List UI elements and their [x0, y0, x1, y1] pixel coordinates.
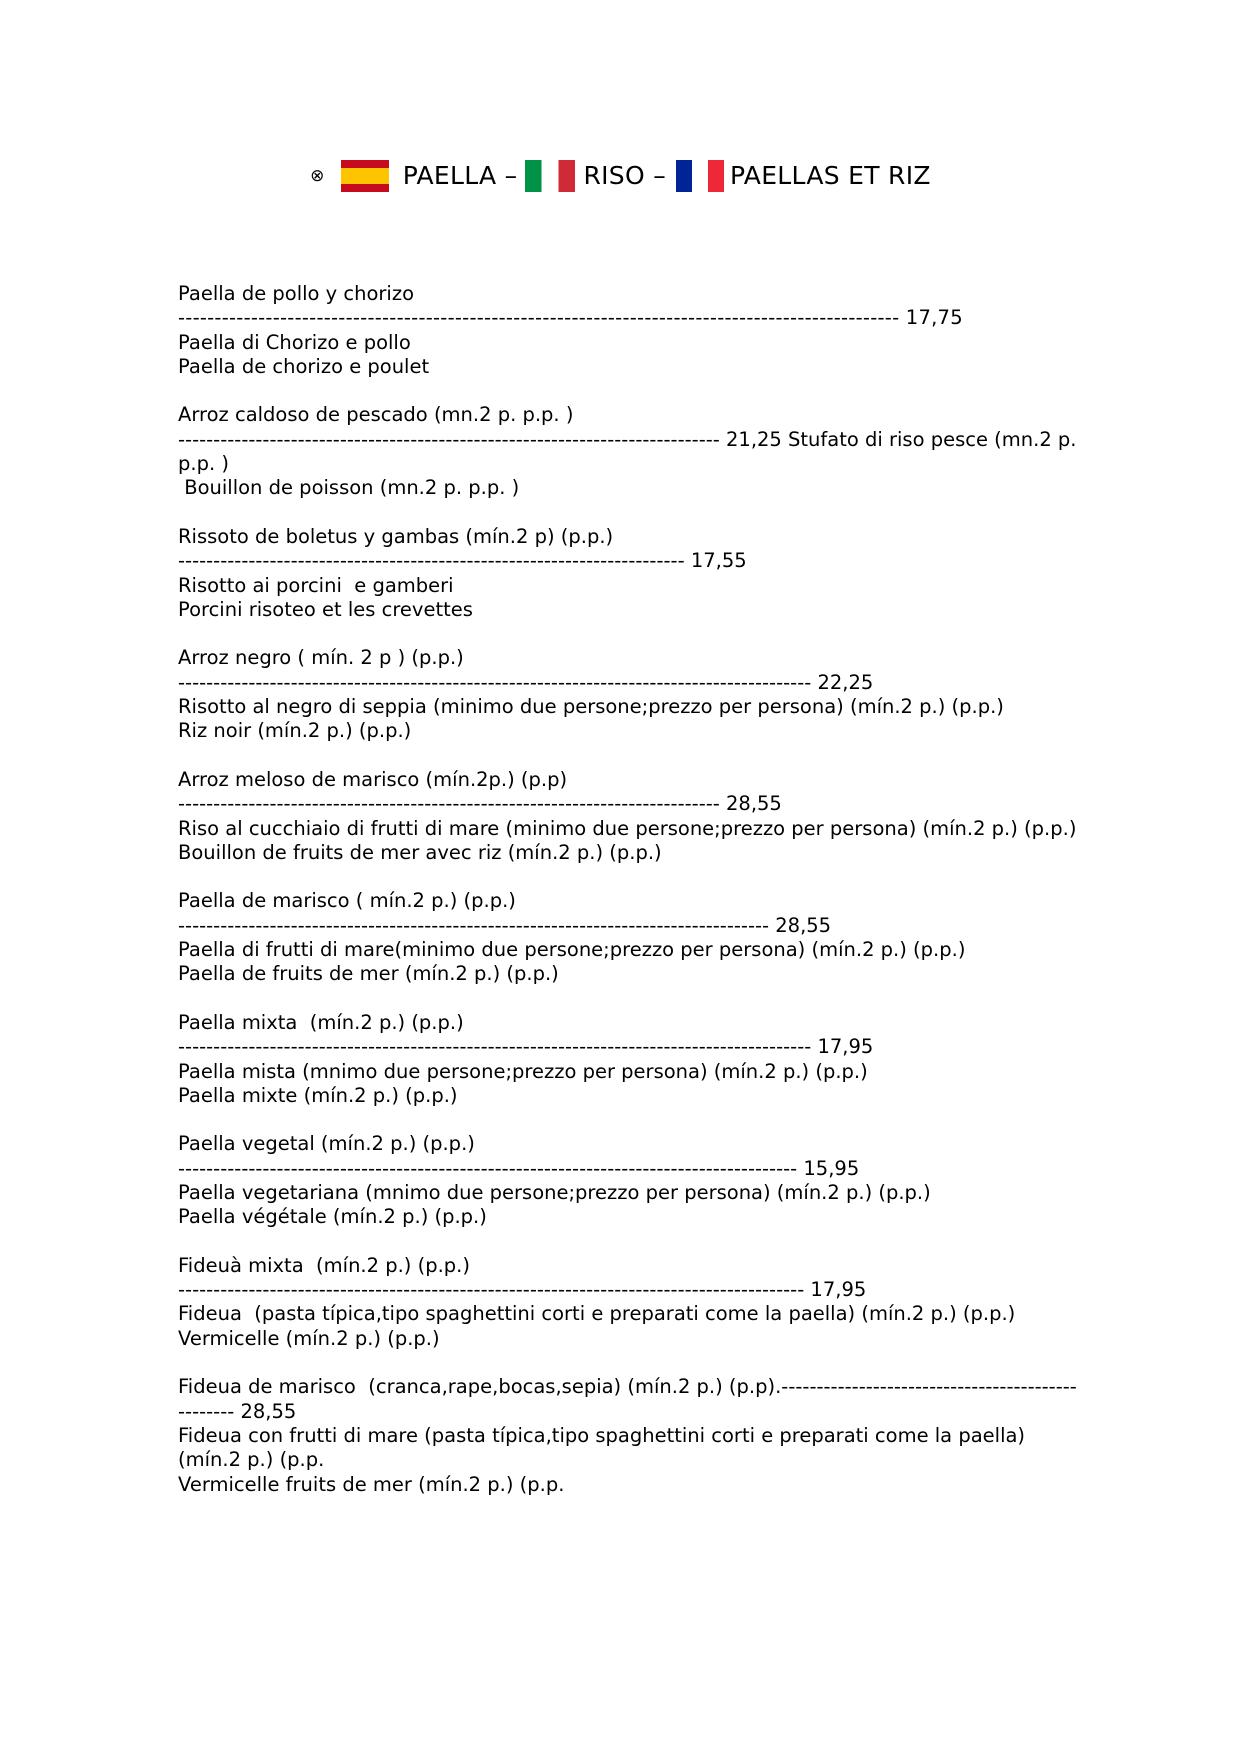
- item-name-it: Fideua (pasta típica,tipo spaghettini corti e preparati come la paella) (mín.2 p.) (p.p.): [178, 1302, 1016, 1326]
- menu-list: [178, 282, 1083, 1521]
- item-name-es: Paella mixta (mín.2 p.) (p.p.): [178, 1010, 464, 1034]
- menu-item: [178, 1132, 1078, 1229]
- item-price-line: ------------------------------------------------------------------------ 17,55: [178, 549, 747, 573]
- item-name-es: Arroz negro ( mín. 2 p ) (p.p.): [178, 646, 464, 670]
- item-name-fr: Bouillon de fruits de mer avec riz (mín.2 p.) (p.p.): [178, 840, 662, 864]
- italy-flag-icon: [525, 160, 575, 192]
- item-name-es: Arroz caldoso de pescado (mn.2 p. p.p. ): [178, 403, 574, 427]
- menu-item: [178, 282, 1078, 379]
- item-name-es: Paella vegetal (mín.2 p.) (p.p.): [178, 1132, 475, 1156]
- item-name-it: Fideua con frutti di mare (pasta típica,tipo spaghettini corti e preparati come la paella)(mín.2 p.) (p.p.: [178, 1423, 1026, 1472]
- item-name-fr: Paella végétale (mín.2 p.) (p.p.): [178, 1205, 487, 1229]
- item-name-es: Fideua de marisco (cranca,rape,bocas,sepia) (mín.2 p.) (p.p).-------------------------------------------------- 28,55: [178, 1375, 1077, 1423]
- item-name-it: Risotto ai porcini e gamberi: [178, 573, 454, 597]
- menu-item: [178, 889, 1078, 986]
- item-name-it: Paella vegetariana (mnimo due persone;prezzo per persona) (mín.2 p.) (p.p.): [178, 1180, 931, 1204]
- item-name-es: Fideuà mixta (mín.2 p.) (p.p.): [178, 1253, 470, 1277]
- item-name-fr: Vermicelle (mín.2 p.) (p.p.): [178, 1326, 440, 1350]
- item-price-line: ------------------------------------------------------------------------------------ 28,55: [178, 913, 832, 937]
- item-name-es: Paella de marisco ( mín.2 p.) (p.p.): [178, 889, 516, 913]
- item-name-fr: Bouillon de poisson (mn.2 p. p.p. ): [178, 476, 520, 500]
- spain-flag-icon: [341, 160, 389, 192]
- menu-item: [178, 646, 1078, 743]
- item-price-line: ----------------------------------------------------------------------------- 28,55: [178, 792, 782, 816]
- item-name-fr: Paella de fruits de mer (mín.2 p.) (p.p.): [178, 962, 559, 986]
- item-name-es: Rissoto de boletus y gambas (mín.2 p) (p.p.): [178, 524, 614, 548]
- item-name-it: Paella di Chorizo e pollo: [178, 330, 411, 354]
- item-name-fr: Porcini risoteo et les crevettes: [178, 597, 473, 621]
- item-price-line: ----------------------------------------------------------------------------------------- 17,95: [178, 1278, 867, 1302]
- item-price-line: ----------------------------------------------------------------------------- 21,25 Stufato di riso pesce (mn.2 p. p.p. ): [178, 427, 1083, 476]
- circled-cross-icon: ⊗: [310, 166, 325, 186]
- item-name-es: Arroz meloso de marisco (mín.2p.) (p.p): [178, 767, 568, 791]
- item-name-it: Paella mista (mnimo due persone;prezzo per persona) (mín.2 p.) (p.p.): [178, 1059, 868, 1083]
- item-name-fr: Riz noir (mín.2 p.) (p.p.): [178, 719, 412, 743]
- item-name-fr: Paella mixte (mín.2 p.) (p.p.): [178, 1083, 458, 1107]
- menu-item: [178, 1254, 1078, 1351]
- title-fr: PAELLAS ET RIZ: [730, 161, 931, 190]
- item-price-line: ------------------------------------------------------------------------------------------ 17,95: [178, 1035, 874, 1059]
- item-name-es: Paella de pollo y chorizo: [178, 282, 415, 305]
- item-name-fr: Paella de chorizo e poulet: [178, 354, 430, 378]
- item-price-line: ---------------------------------------------------------------------------------------- 15,95: [178, 1156, 860, 1180]
- item-name-it: Risotto al negro di seppia (minimo due persone;prezzo per persona) (mín.2 p.) (p.p.): [178, 695, 1004, 719]
- menu-item: [178, 1011, 1078, 1108]
- menu-title: [0, 160, 1241, 192]
- menu-item: [178, 768, 1078, 865]
- menu-item: [178, 1375, 1078, 1496]
- menu-item: [178, 403, 1083, 500]
- menu-item: [178, 525, 1078, 622]
- item-price-line: ------------------------------------------------------------------------------------------ 22,25: [178, 670, 874, 694]
- item-name-fr: Vermicelle fruits de mer (mín.2 p.) (p.p.: [178, 1472, 565, 1496]
- france-flag-icon: [676, 160, 724, 192]
- title-it: RISO –: [583, 161, 667, 190]
- title-es: PAELLA –: [402, 161, 518, 190]
- item-name-it: Paella di frutti di mare(minimo due persone;prezzo per persona) (mín.2 p.) (p.p.): [178, 938, 966, 962]
- item-name-it: Riso al cucchiaio di frutti di mare (minimo due persone;prezzo per persona) (mín.2 p.) (p.p.): [178, 816, 1077, 840]
- item-price-line: --------------------------------------------------------------------------------------------------- 17,75: [178, 306, 963, 330]
